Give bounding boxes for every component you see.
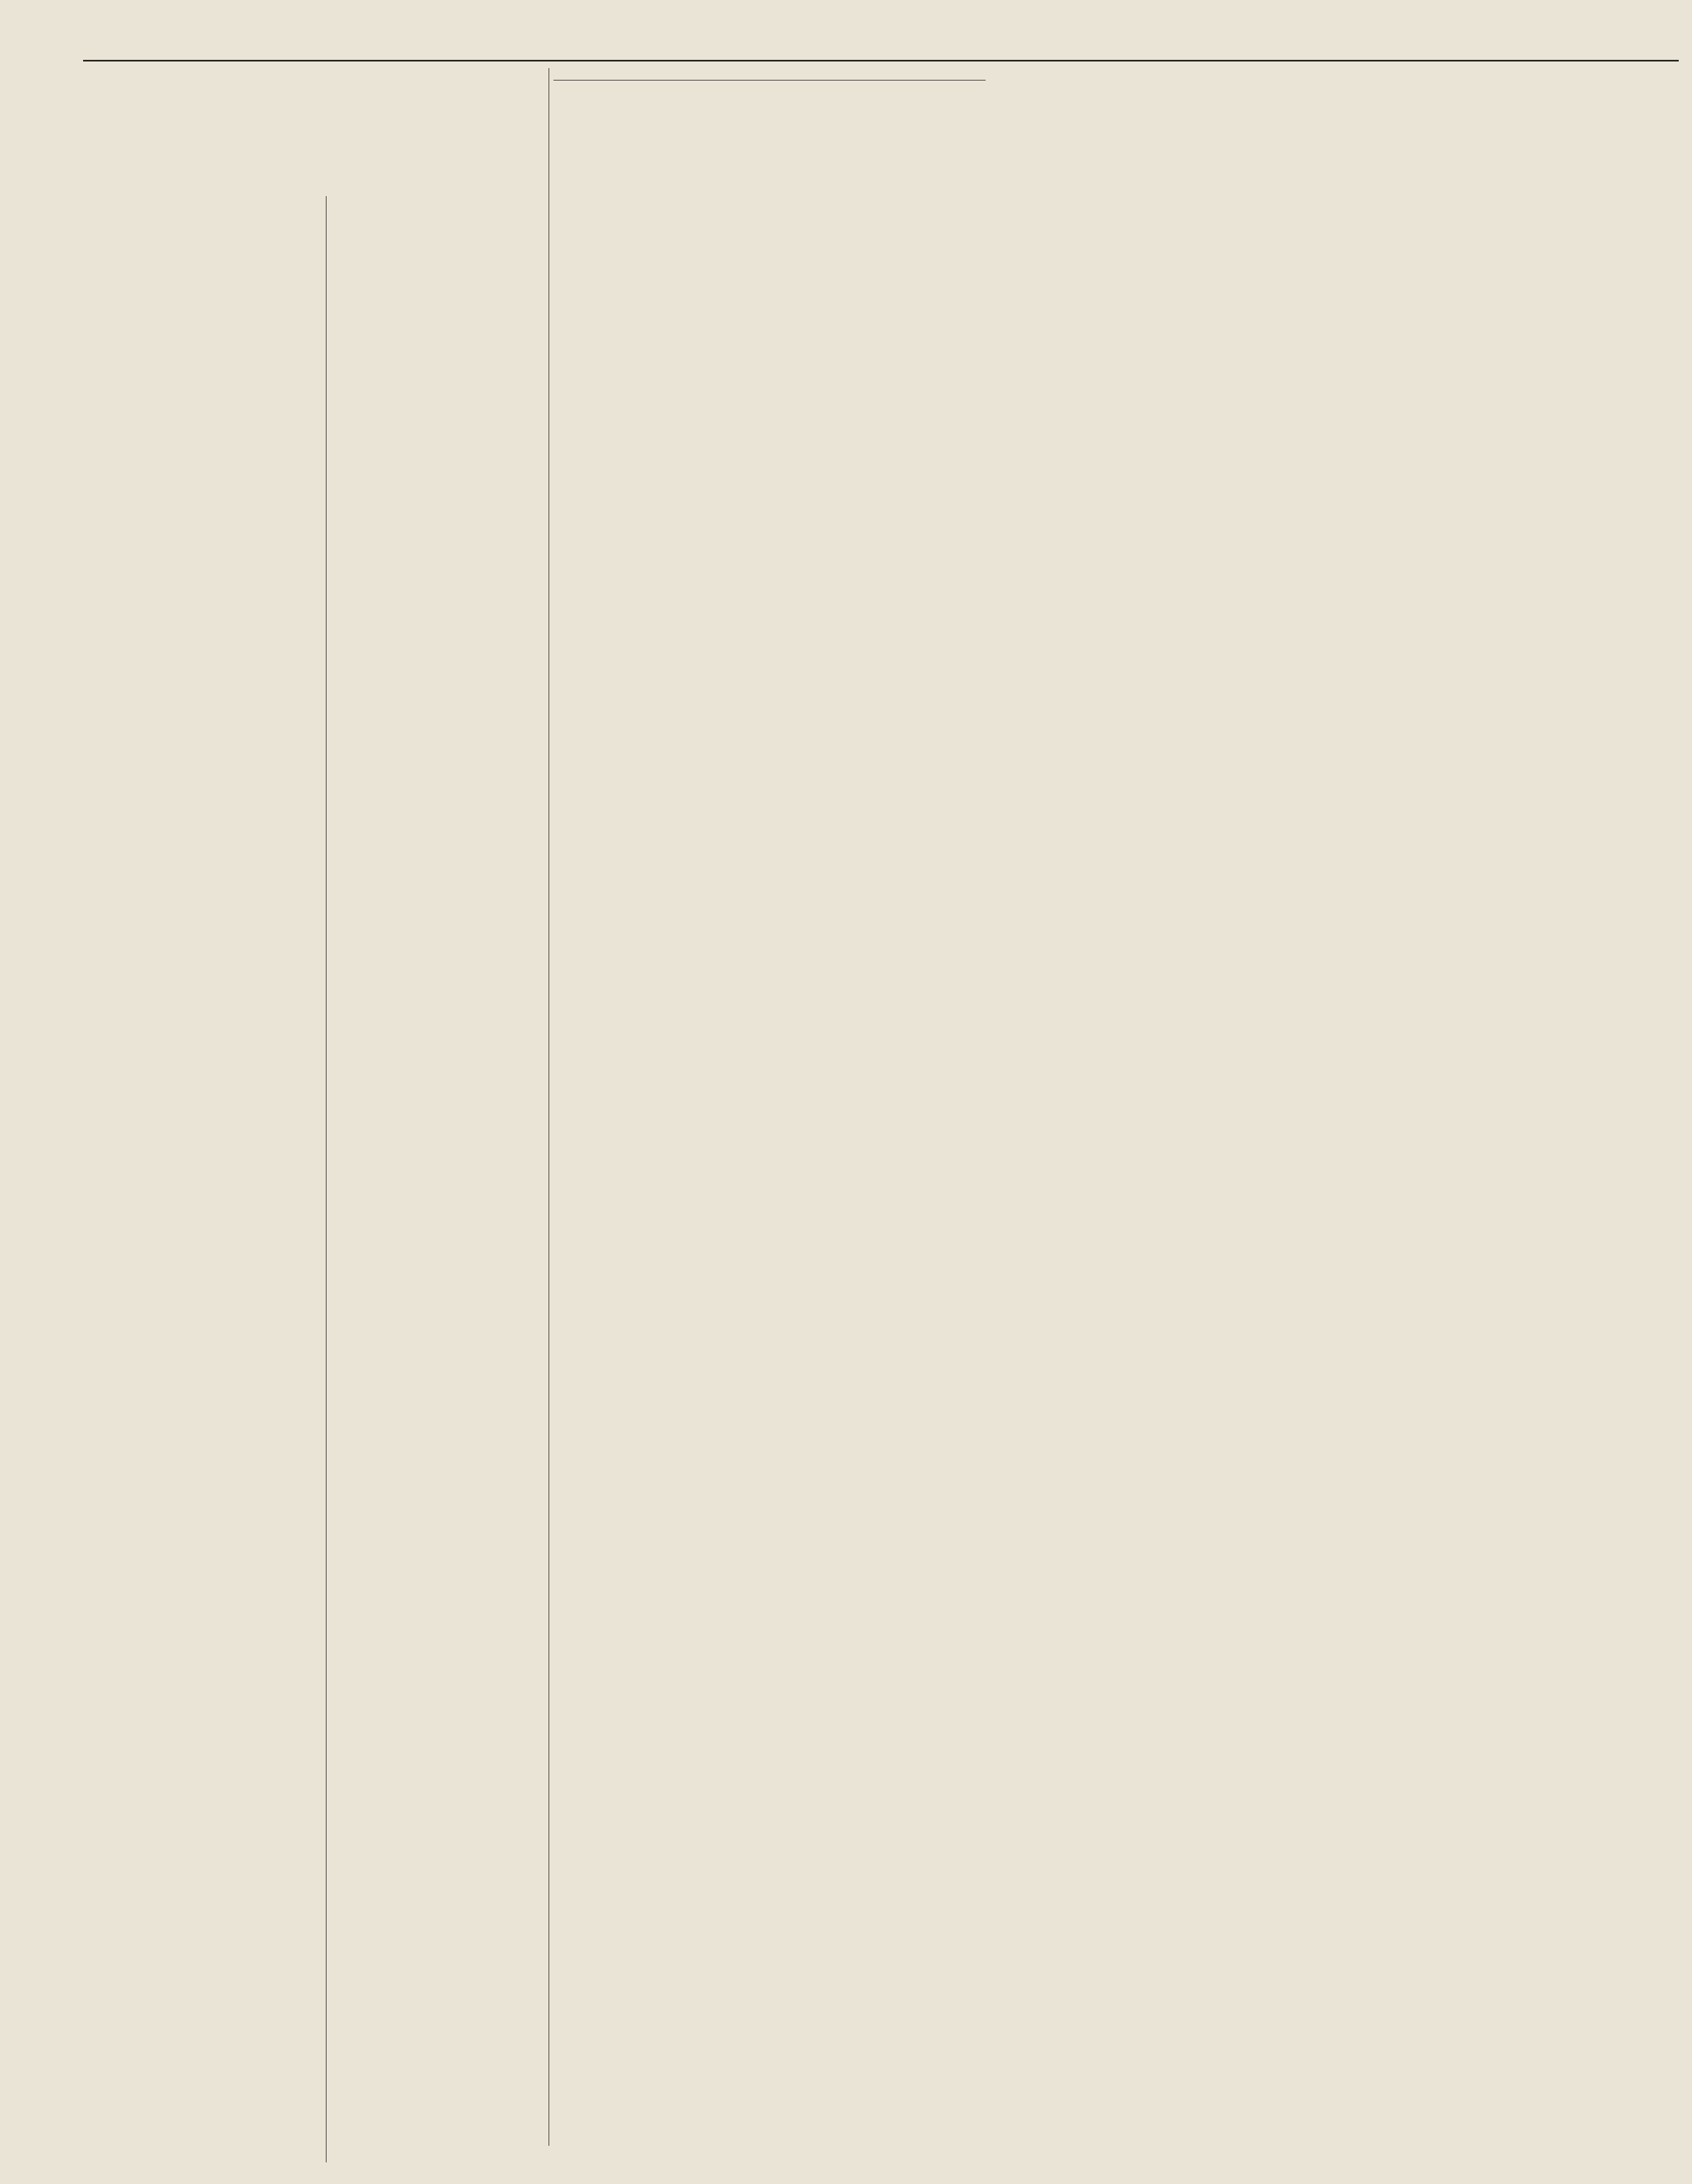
article-ciang-kai-scek (331, 196, 545, 2162)
article-matarazzo-cont (773, 68, 986, 73)
column-3 (553, 68, 986, 2162)
masthead (83, 42, 1679, 61)
column-rule (326, 196, 327, 2162)
column-rule (548, 68, 549, 2146)
article-matarazzo (553, 68, 766, 73)
article-intrighi (106, 196, 319, 2162)
